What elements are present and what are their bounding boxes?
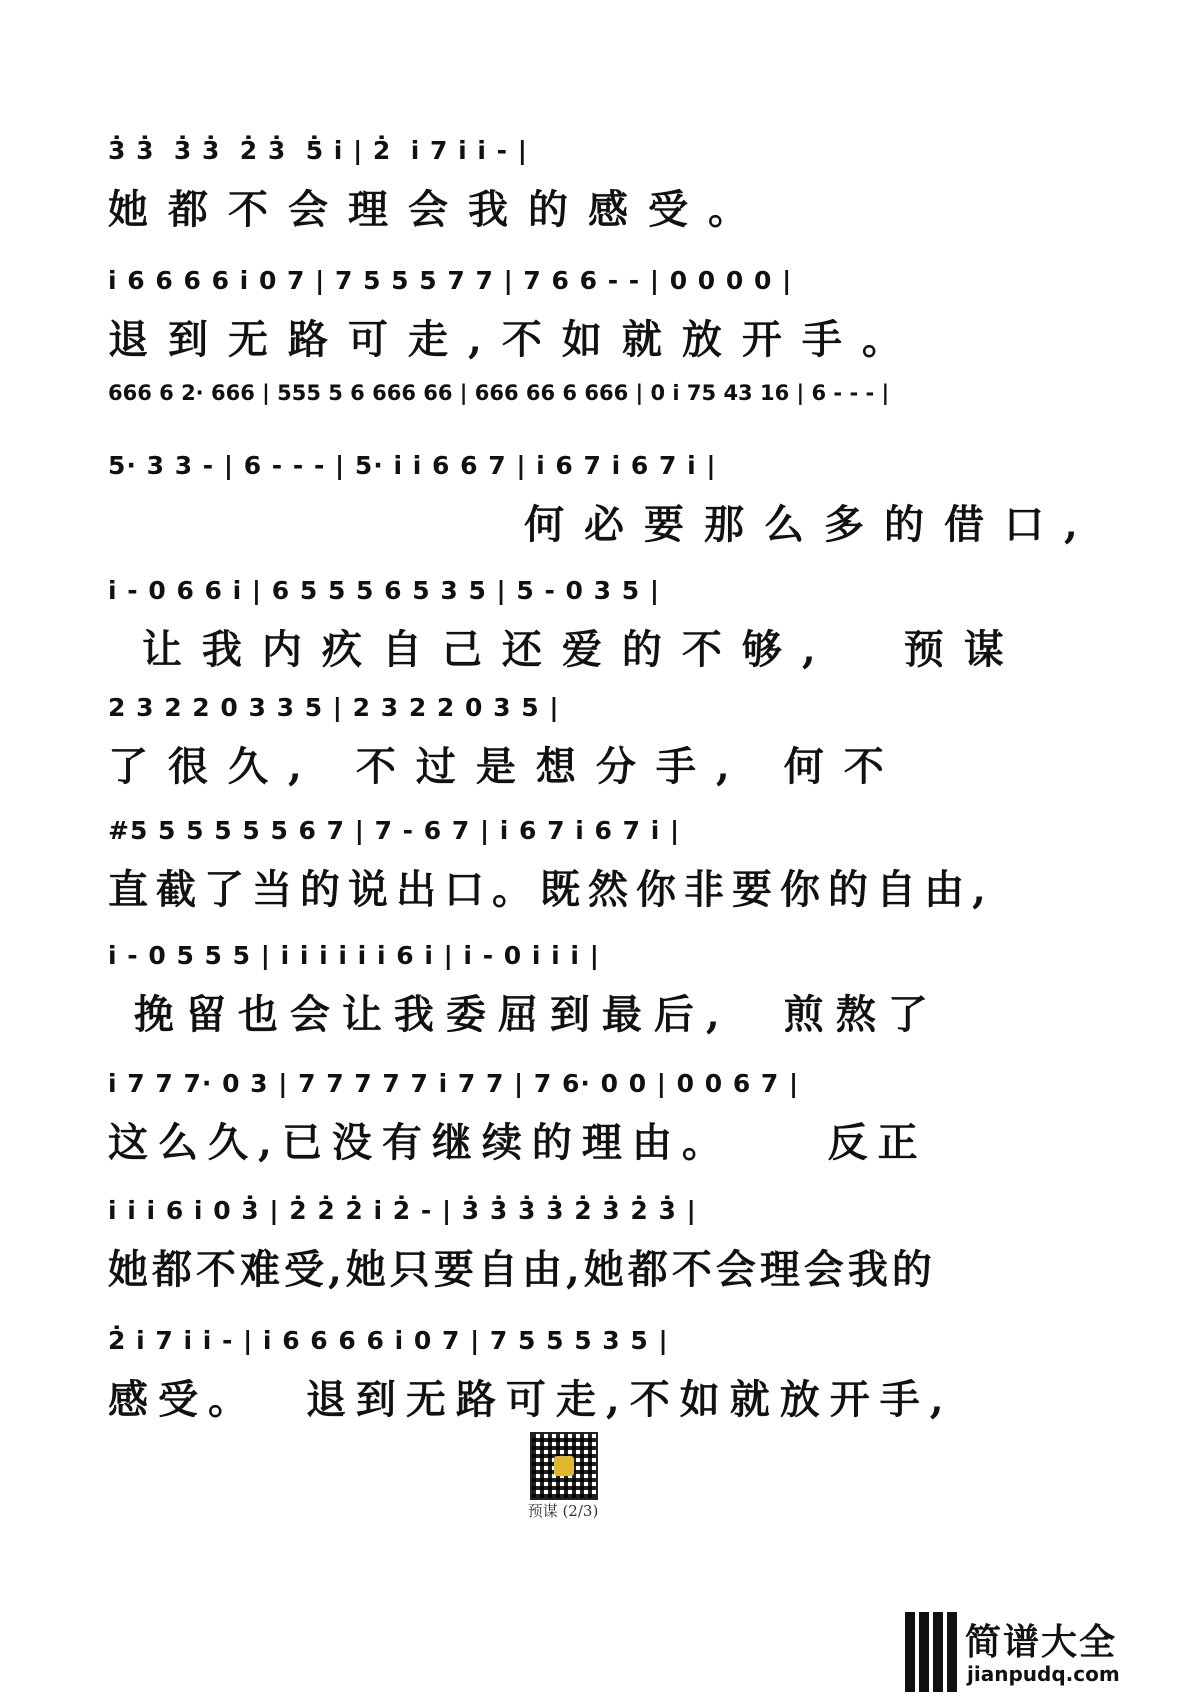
qr-code-icon bbox=[530, 1432, 598, 1500]
lyrics-row: 这么久,已没有继续的理由。 反正 bbox=[108, 1119, 928, 1166]
page-label: 预谋 (2/3) bbox=[527, 1502, 599, 1520]
notation-row: i̇ 7 7 7· 0 3 | 7 7 7 7 7 i̇ 7 7 | 7 6· 0 0 | 0 0 6 7 | bbox=[108, 1068, 800, 1098]
lyrics-row: 她都不难受,她只要自由,她都不会理会我的 bbox=[108, 1246, 936, 1293]
lyrics-row: 何必要那么多的借口, bbox=[524, 501, 1098, 548]
notation-row: #5 5 5 5 5 5 6 7 | 7 - 6 7 | i̇ 6 7 i̇ 6 7 i̇ | bbox=[108, 815, 681, 845]
notation-row: 3̇ 3̇ 3̇ 3̇ 2̇ 3̇ 5̇ i̇ | 2̇ i̇ 7 i̇ i̇ - | bbox=[108, 135, 528, 165]
notation-row: 5· 3 3 - | 6 - - - | 5· i̇ i̇ 6 6 7 | i̇ 6 7 i̇ 6 7 i̇ | bbox=[108, 450, 717, 480]
piano-keys-icon bbox=[905, 1612, 957, 1692]
notation-row: i̇ - 0 6 6 i̇ | 6 5 5 5 6 5 3 5 | 5 - 0 3 5 | bbox=[108, 575, 660, 605]
qr-logo-icon bbox=[554, 1456, 574, 1476]
notation-row: 2 3 2 2 0 3 3 5 | 2 3 2 2 0 3 5 | bbox=[108, 692, 560, 722]
notation-row: i̇ i̇ i̇ 6 i̇ 0 3̇ | 2̇ 2̇ 2̇ i̇ 2̇ - | 3̇ 3̇ 3̇ 3̇ 2̇ 3̇ 2̇ 3̇ | bbox=[108, 1195, 697, 1225]
notation-row: 666 6 2· 666 | 555 5 6 666 66 | 666 66 6 666 | 0 i̇ 75 43 16 | 6 - - - | bbox=[108, 381, 890, 405]
lyrics-row: 了很久, 不过是想分手, 何不 bbox=[108, 743, 904, 790]
notation-row: i̇ - 0 5 5 5 | i̇ i̇ i̇ i̇ i̇ i̇ 6 i̇ | i̇ - 0 i̇ i̇ i̇ | bbox=[108, 940, 600, 970]
lyrics-row: 挽留也会让我委屈到最后, 煎熬了 bbox=[108, 991, 940, 1038]
brand-name: 简谱大全 bbox=[965, 1622, 1118, 1663]
lyrics-row: 让我内疚自己还爱的不够, 预谋 bbox=[108, 626, 1024, 673]
lyrics-row: 退到无路可走,不如就放开手。 bbox=[108, 316, 922, 363]
notation-row: i̇ 6 6 6 6 i̇ 0 7 | 7 5 5 5 7 7 | 7 6 6 - - | 0 0 0 0 | bbox=[108, 265, 793, 295]
lyrics-row: 直截了当的说出口。既然你非要你的自由, bbox=[108, 866, 994, 913]
notation-row: 2̇ i̇ 7 i̇ i̇ - | i̇ 6 6 6 6 i̇ 0 7 | 7 5 5 5 3 5 | bbox=[108, 1325, 669, 1355]
brand-url: jianpudq.com bbox=[967, 1662, 1120, 1686]
lyrics-row: 感受。 退到无路可走,不如就放开手, bbox=[108, 1376, 954, 1423]
lyrics-row: 她都不会理会我的感受。 bbox=[108, 186, 768, 233]
site-watermark bbox=[905, 1612, 1195, 1692]
